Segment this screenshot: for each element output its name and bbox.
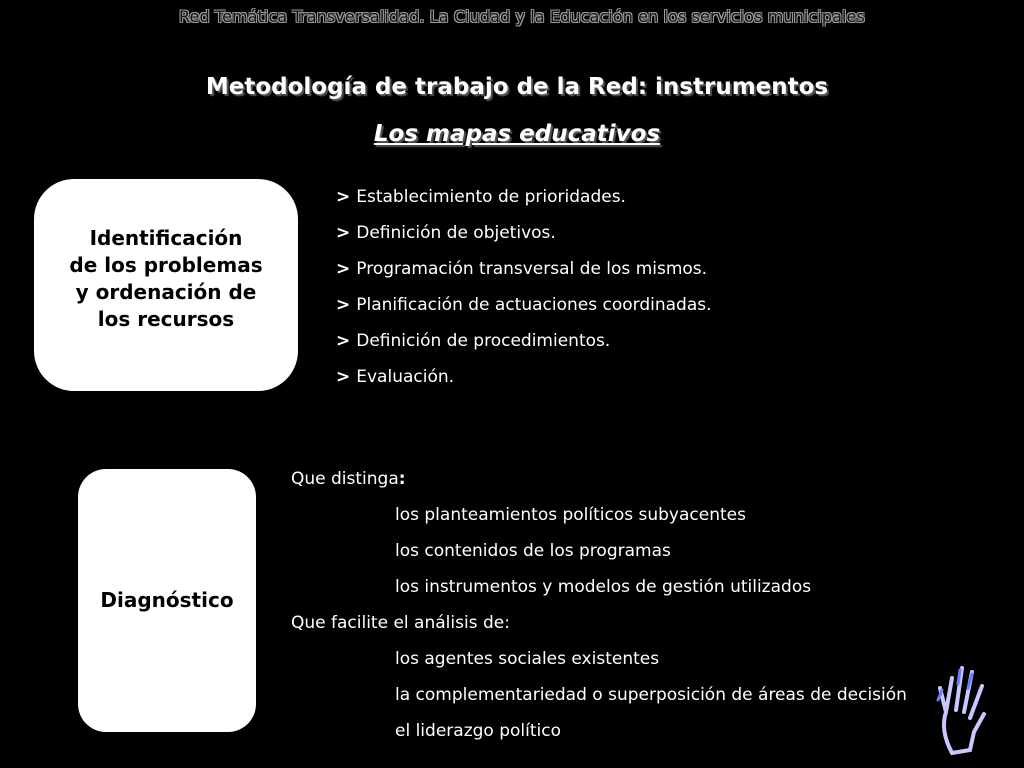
identification-box: [34, 179, 298, 391]
arrow-marker: >: [336, 187, 351, 207]
list-item: [336, 257, 712, 293]
list-item: los planteamientos políticos subyacentes: [395, 505, 746, 525]
arrow-marker: >: [336, 223, 351, 243]
heading-colon: :: [398, 469, 406, 489]
arrow-marker: >: [336, 259, 351, 279]
list-item-text: Establecimiento de prioridades.: [356, 187, 626, 207]
list-item: el liderazgo político: [395, 721, 561, 741]
slide-title: Metodología de trabajo de la Red: instrumentos: [205, 74, 829, 100]
identification-box-text: Identificación de los problemas y ordenación de los recursos: [69, 226, 263, 331]
priorities-list: [336, 185, 712, 401]
list-item: [336, 293, 712, 329]
list-item: la complementariedad o superposición de áreas de decisión: [395, 685, 907, 705]
list-item-text: Definición de objetivos.: [356, 223, 556, 243]
list-item-text: Planificación de actuaciones coordinadas.: [356, 295, 712, 315]
list-item-text: Evaluación.: [356, 367, 455, 387]
diagnosis-box-text: Diagnóstico: [100, 588, 234, 612]
list-item: [336, 329, 712, 365]
diagnosis-box: [78, 469, 256, 732]
list-item: los agentes sociales existentes: [395, 649, 660, 669]
list-item-text: Definición de procedimientos.: [356, 331, 611, 351]
list-item-text: Programación transversal de los mismos.: [356, 259, 708, 279]
hand-logo-icon: [930, 658, 1000, 758]
list-item: [336, 365, 712, 401]
list-item: los contenidos de los programas: [395, 541, 671, 561]
list-item: [336, 185, 712, 221]
list-item: los instrumentos y modelos de gestión utilizados: [395, 577, 812, 597]
heading-text: Que distinga: [291, 469, 399, 489]
arrow-marker: >: [336, 295, 351, 315]
slide-subtitle: Los mapas educativos: [373, 121, 661, 147]
slide-header: Red Temática Transversalidad. La Ciudad y la Educación en los servicios municipales: [179, 7, 865, 26]
list-item: [336, 221, 712, 257]
diagnosis-list: [291, 467, 907, 755]
arrow-marker: >: [336, 367, 351, 387]
arrow-marker: >: [336, 331, 351, 351]
list-heading: [291, 467, 907, 503]
list-heading: Que facilite el análisis de:: [291, 613, 510, 633]
